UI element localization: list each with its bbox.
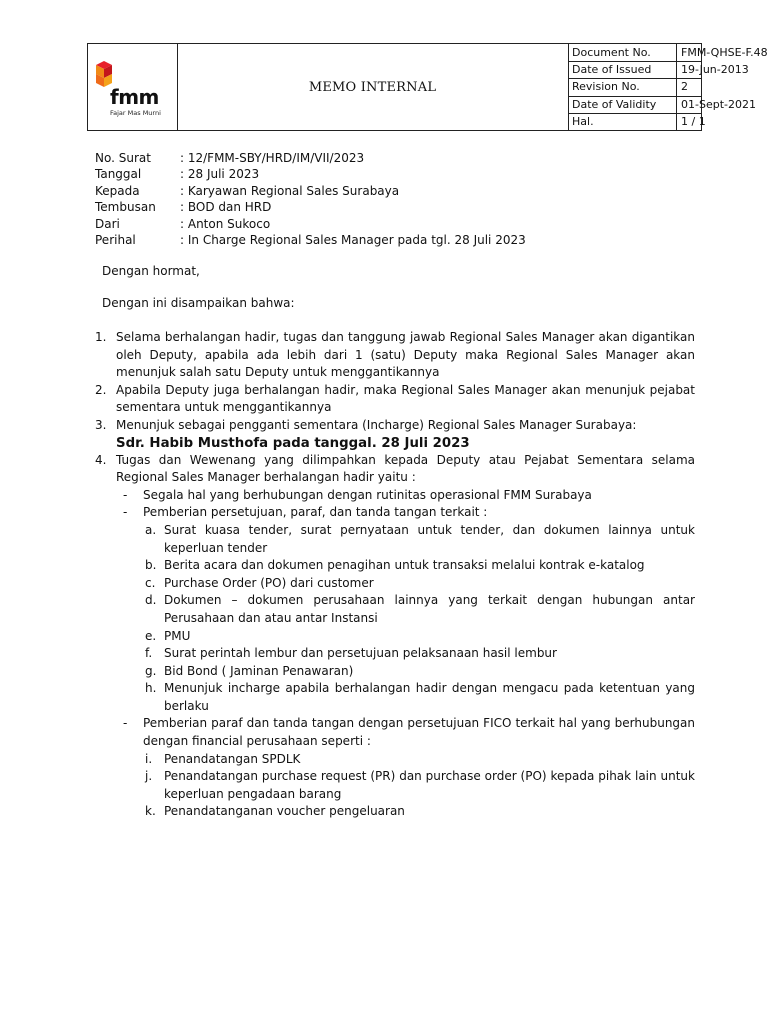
meta-key: Date of Validity (572, 97, 657, 111)
info-value: : Karyawan Regional Sales Surabaya (180, 183, 400, 198)
list-item (95, 382, 695, 417)
sub-letter: d. (145, 593, 157, 608)
sub-item (95, 680, 695, 715)
sub-item (95, 557, 695, 575)
sub-letter: j. (145, 769, 153, 784)
info-label: Perihal (95, 232, 136, 247)
sub-letter: b. (145, 558, 157, 573)
memo-list (95, 329, 695, 821)
company-logo (94, 57, 174, 119)
list-item (95, 417, 695, 452)
document-title: MEMO INTERNAL (308, 79, 437, 95)
sub-item (95, 592, 695, 627)
sub-letter: f. (145, 646, 153, 661)
info-label: No. Surat (95, 151, 151, 165)
info-value: : 12/FMM-SBY/HRD/IM/VII/2023 (180, 151, 365, 165)
logo-word: fmm (110, 85, 159, 109)
sub-text: Bid Bond ( Jaminan Penawaran) (164, 663, 354, 678)
item-text: Apabila Deputy juga berhalangan hadir, maka Regional Sales Manager akan menunjuk pejabat sementara untuk menggantikannya (116, 382, 695, 415)
sub-letter: k. (145, 804, 156, 819)
item-number: 2. (95, 382, 107, 397)
item-text: Tugas dan Wewenang yang dilimpahkan kepada Deputy atau Pejabat Sementara selama Regional Sales Manager berhalangan hadir yaitu : (116, 452, 695, 485)
document-header (87, 43, 768, 131)
sub-item (95, 803, 695, 821)
sub-item (95, 628, 695, 646)
sub-item (95, 645, 695, 663)
sub-letter: i. (145, 751, 153, 766)
meta-key: Document No. (572, 46, 651, 59)
meta-value: FMM-QHSE-F.48 (681, 46, 768, 59)
item-number: 4. (95, 452, 107, 467)
dash-bullet: - (123, 487, 128, 502)
sub-item (95, 663, 695, 681)
meta-row (568, 44, 768, 62)
meta-key: Revision No. (572, 80, 640, 94)
meta-value: 1 / 1 (681, 114, 706, 128)
sub-text: Dokumen – dokumen perusahaan lainnya yang terkait dengan hubungan antar Perusahaan dan atau antar Instansi (164, 593, 695, 625)
dash-item (95, 487, 695, 505)
meta-row (568, 113, 706, 130)
sub-text: Surat perintah lembur dan persetujuan pelaksanaan hasil lembur (164, 646, 557, 661)
item-number: 3. (95, 417, 107, 432)
info-value: : BOD dan HRD (180, 200, 272, 215)
info-value: : In Charge Regional Sales Manager pada tgl. 28 Juli 2023 (180, 232, 526, 247)
sub-text: Purchase Order (PO) dari customer (164, 575, 374, 590)
meta-row (568, 61, 749, 79)
sub-letter: a. (145, 522, 157, 537)
sub-item (95, 751, 695, 769)
sub-letter: h. (145, 681, 157, 696)
appointee-line: Sdr. Habib Musthofa pada tanggal. 28 Juli 2023 (116, 435, 470, 451)
sub-text: Penandatanganan voucher pengeluaran (164, 804, 405, 819)
sub-text: Menunjuk incharge apabila berhalangan hadir dengan mengacu pada ketentuan yang berlaku (164, 681, 695, 713)
meta-key: Hal. (572, 114, 594, 128)
meta-row (568, 96, 756, 114)
dash-text: Segala hal yang berhubungan dengan rutinitas operasional FMM Surabaya (143, 487, 592, 502)
info-value: : Anton Sukoco (180, 216, 271, 231)
info-label: Tanggal (95, 167, 142, 182)
sub-item (95, 575, 695, 593)
sub-item (95, 768, 695, 803)
sub-letter: e. (145, 628, 157, 643)
dash-item (95, 715, 695, 750)
info-label: Dari (95, 216, 120, 231)
dash-text: Pemberian persetujuan, paraf, dan tanda tangan terkait : (143, 505, 488, 520)
sub-text: PMU (164, 628, 191, 643)
item-number: 1. (95, 330, 107, 344)
info-label: Tembusan (95, 200, 156, 215)
logo-cell (88, 44, 178, 130)
sub-letter: c. (145, 575, 156, 590)
document-meta-table (569, 44, 768, 130)
info-value: : 28 Juli 2023 (180, 167, 260, 182)
info-label: Kepada (95, 183, 140, 198)
intro-text: Dengan ini disampaikan bahwa: (102, 296, 295, 310)
meta-value: 19-Jun-2013 (681, 63, 749, 77)
sub-item (95, 522, 695, 557)
list-item (95, 329, 695, 382)
logo-tagline: Fajar Mas Murni (110, 109, 161, 117)
sub-text: Surat kuasa tender, surat pernyataan untuk tender, dan dokumen lainnya untuk keperluan tender (164, 522, 695, 555)
dash-bullet: - (123, 505, 128, 520)
dash-text: Pemberian paraf dan tanda tangan dengan persetujuan FICO terkait hal yang berhubungan dengan financial perusahaan seperti : (143, 716, 695, 749)
item-text: Selama berhalangan hadir, tugas dan tanggung jawab Regional Sales Manager akan digantikan oleh Deputy, apabila ada lebih dari 1 (satu) Deputy maka Regional Sales Manager akan menunjuk salah satu Deputy untuk menggantikannya (116, 330, 695, 380)
meta-value: 01-Sept-2021 (681, 97, 756, 111)
sub-text: Penandatangan SPDLK (164, 751, 301, 766)
sub-text: Berita acara dan dokumen penagihan untuk transaksi melalui kontrak e-katalog (164, 558, 645, 573)
dash-item (95, 504, 695, 522)
meta-value: 2 (681, 80, 688, 94)
sub-text: Penandatangan purchase request (PR) dan purchase order (PO) kepada pihak lain untuk keperluan pengadaan barang (164, 769, 695, 801)
greeting: Dengan hormat, (102, 264, 200, 278)
item-text: Menunjuk sebagai pengganti sementara (Incharge) Regional Sales Manager Surabaya: (116, 417, 637, 432)
title-cell (177, 44, 569, 130)
meta-key: Date of Issued (572, 63, 652, 77)
list-item (95, 452, 695, 487)
dash-bullet: - (123, 716, 128, 731)
meta-row (568, 78, 702, 96)
sub-letter: g. (145, 663, 157, 678)
